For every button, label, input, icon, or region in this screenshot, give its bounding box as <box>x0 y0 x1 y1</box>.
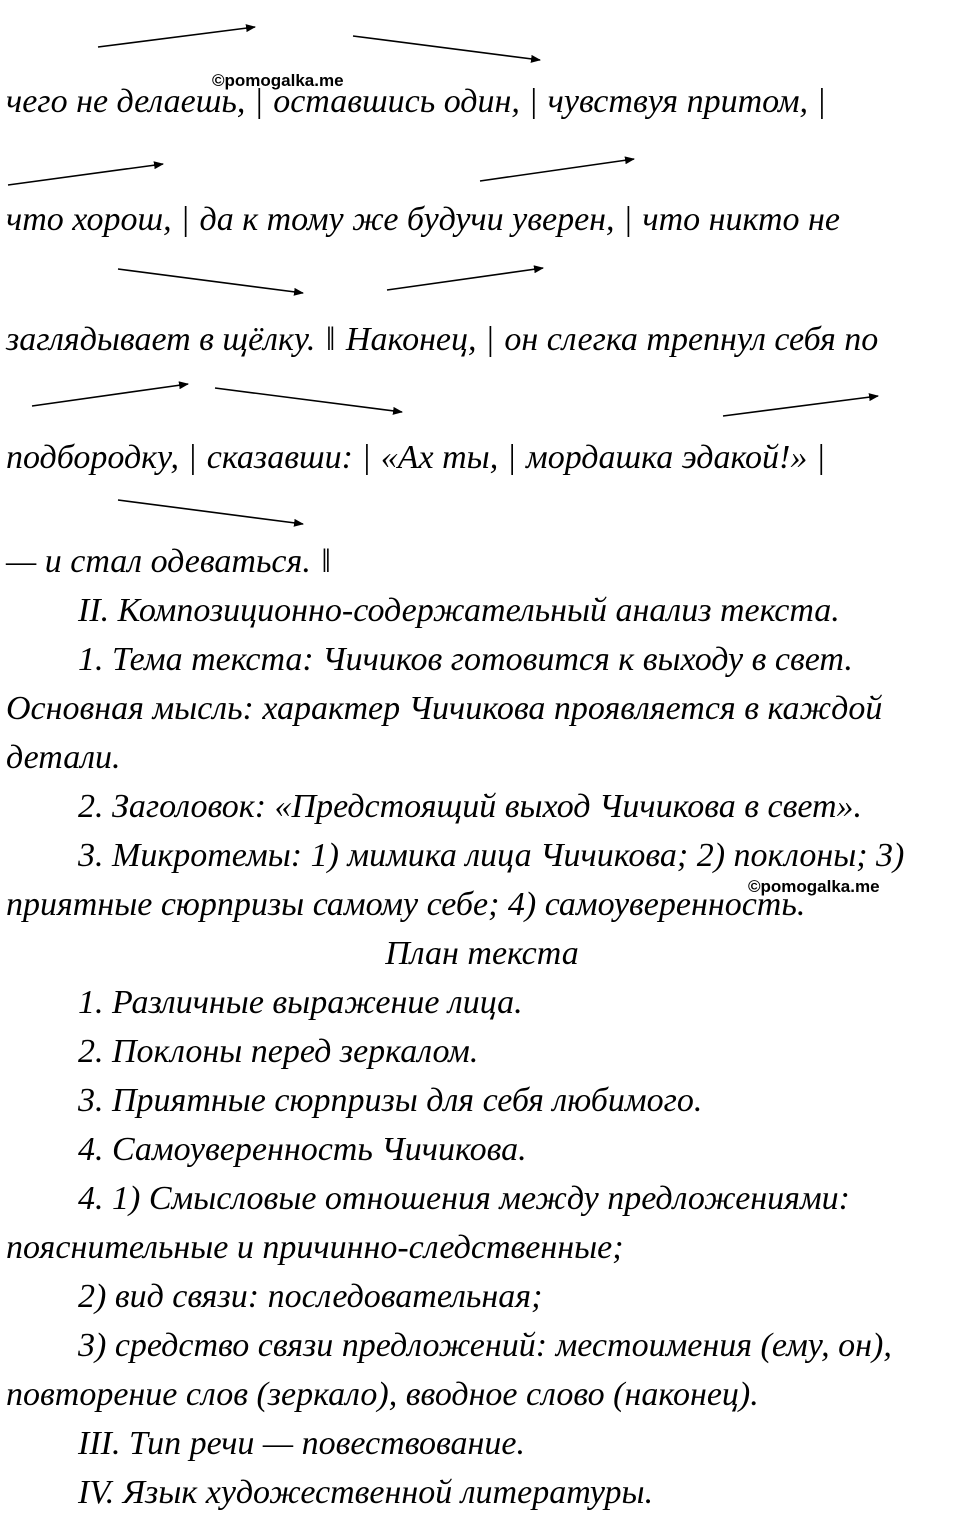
paragraph-style: IV. Язык художественной литературы. <box>78 1474 654 1511</box>
analysis-body <box>6 586 958 1517</box>
arrow-4-2 <box>215 388 402 412</box>
arrow-5-1 <box>118 500 303 524</box>
arrow-1-2 <box>353 36 540 60</box>
separator: | <box>508 439 516 476</box>
segment: оставшись один, <box>273 83 520 120</box>
paragraph-title: 2. Заголовок: «Предстоящий выход Чичикова в свет». <box>78 788 863 825</box>
separator: ‖ <box>321 543 331 580</box>
paragraph-microthemes: 3. Микротемы: 1) мимика лица Чичикова; 2) поклоны; 3) приятные сюрпризы самому себе; 4) самоуверенность. <box>6 837 905 923</box>
segment: Наконец, <box>345 321 477 358</box>
text-line-3 <box>6 320 878 360</box>
separator: | <box>363 439 371 476</box>
segment: да к тому же будучи уверен, <box>199 201 615 238</box>
segment: «Ах ты, <box>380 439 499 476</box>
watermark: ©pomogalka.me <box>748 877 880 896</box>
text-line-4 <box>6 438 827 478</box>
arrow-1-1 <box>98 27 255 47</box>
segment: заглядывает в щёлку. <box>6 321 316 358</box>
segment: сказавши: <box>206 439 353 476</box>
paragraph-theme: 1. Тема текста: Чичиков готовится к выходу в свет. Основная мысль: характер Чичикова проявляется в каждой детали. <box>6 641 883 776</box>
paragraph-connection-type: 2) вид связи: последовательная; <box>78 1278 543 1315</box>
plan-item: 2. Поклоны перед зеркалом. <box>78 1033 479 1070</box>
arrow-3-1 <box>118 269 303 293</box>
separator: | <box>625 201 632 238</box>
arrow-2-1 <box>8 164 163 185</box>
arrow-2-2 <box>480 159 634 181</box>
paragraph-relations: 4. 1) Смысловые отношения между предложениями: пояснительные и причинно-следственные; <box>6 1180 850 1266</box>
arrow-4-1 <box>32 384 188 406</box>
separator: | <box>818 83 826 120</box>
segment: чувствуя притом, <box>547 83 809 120</box>
segment: мордашка эдакой!» <box>526 439 808 476</box>
text-line-1 <box>6 82 827 122</box>
separator: ‖ <box>325 321 336 358</box>
separator: | <box>530 83 538 120</box>
separator: | <box>189 439 197 476</box>
arrow-3-2 <box>387 268 543 290</box>
separator: | <box>182 201 189 238</box>
segment: что никто не <box>642 201 840 238</box>
watermark: ©pomogalka.me <box>212 71 344 90</box>
plan-item: 1. Различные выражение лица. <box>78 984 523 1021</box>
paragraph-speech-type: III. Тип речи — повествование. <box>78 1425 525 1462</box>
segment: подбородку, <box>6 439 179 476</box>
segment: — и стал одеваться. <box>6 543 311 580</box>
paragraph-connection-means: 3) средство связи предложений: местоимения (ему, он), повторение слов (зеркало), вводное слово (наконец). <box>6 1327 892 1413</box>
segment: что хорош, <box>6 201 172 238</box>
arrow-4-3 <box>723 396 878 416</box>
separator: | <box>487 321 494 358</box>
plan-heading: План текста <box>385 935 579 972</box>
section-heading-composition: II. Композиционно-содержательный анализ текста. <box>78 592 840 629</box>
plan-item: 4. Самоуверенность Чичикова. <box>78 1131 527 1168</box>
separator: | <box>817 439 825 476</box>
separator: | <box>255 83 263 120</box>
text-line-2 <box>6 200 840 240</box>
text-line-5 <box>6 542 333 582</box>
segment: он слегка трепнул себя по <box>504 321 879 358</box>
segment: чего не делаешь, <box>6 83 246 120</box>
plan-item: 3. Приятные сюрпризы для себя любимого. <box>78 1082 703 1119</box>
